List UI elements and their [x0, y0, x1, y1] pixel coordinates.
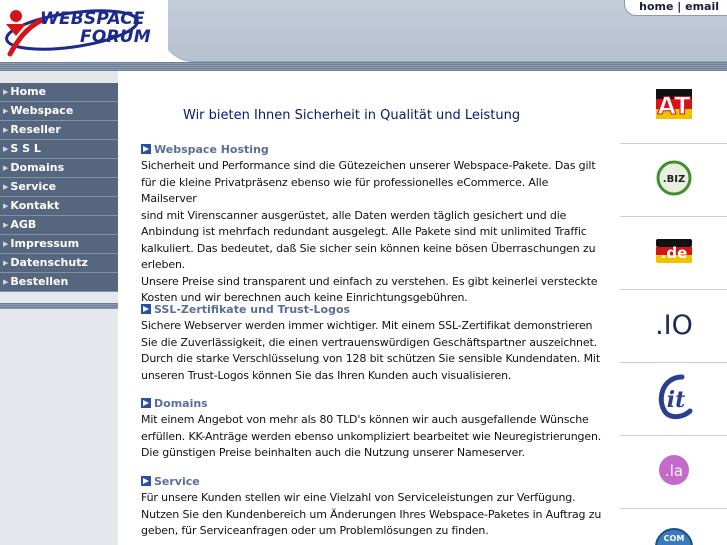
section-line: für die kleine Privatpräsenz ebenso wie für professionelles eCommerce. Alle Mailserver	[141, 175, 549, 205]
nav-item-service[interactable]	[0, 178, 118, 197]
top-links-separator: |	[673, 0, 686, 13]
nav-item-label: Domains	[10, 161, 65, 174]
nav-item-label: Bestellen	[10, 275, 69, 288]
main-content	[118, 71, 618, 545]
la-logo-icon	[654, 450, 694, 494]
arrow-box-icon	[141, 398, 151, 408]
email-link[interactable]: email	[685, 0, 719, 13]
nav-item-agb[interactable]	[0, 216, 118, 235]
section-line: geben, für Serviceanfragen oder um Problemlösungen zu finden.	[141, 524, 489, 537]
section-body	[141, 158, 606, 307]
ad-text: .la	[664, 462, 683, 480]
nav-item-label: Webspace	[10, 104, 74, 117]
ad-it-domain[interactable]	[620, 363, 727, 436]
domain-ads-column	[620, 71, 727, 545]
section-service	[141, 474, 606, 540]
arrow-right-icon: ▶	[3, 126, 9, 134]
arrow-right-icon: ▶	[3, 202, 9, 210]
page-title: Wir bieten Ihnen Sicherheit in Qualität und Leistung	[183, 108, 521, 123]
section-heading[interactable]	[141, 302, 606, 318]
arrow-right-icon: ▶	[3, 240, 9, 248]
ad-la-domain[interactable]	[620, 436, 727, 509]
section-line: Unsere Preise sind transparent und einfach zu verstehen. Es gibt keinerlei versteckte	[141, 274, 598, 288]
ad-text: .BIZ	[662, 174, 685, 185]
section-webspace-hosting	[141, 142, 606, 307]
nav-item-label: Reseller	[10, 123, 61, 136]
nav-item-webspace[interactable]	[0, 102, 118, 121]
arrow-box-icon	[141, 144, 151, 154]
logo-text-webspace: WEBSPACE	[40, 9, 145, 29]
sidebar	[0, 71, 118, 545]
arrow-right-icon: ▶	[3, 145, 9, 153]
section-body	[141, 318, 606, 384]
section-domains	[141, 396, 606, 462]
nav-item-ssl[interactable]	[0, 140, 118, 159]
arrow-right-icon: ▶	[3, 164, 9, 172]
ad-text: .de	[660, 244, 687, 262]
section-line: sind mit Virenscanner ausgerüstet, alle Daten werden täglich gesichert und die	[141, 208, 567, 222]
arrow-right-icon: ▶	[3, 259, 9, 267]
ad-biz-domain[interactable]	[620, 144, 727, 217]
ad-io-domain[interactable]	[620, 290, 727, 363]
nav-item-datenschutz[interactable]	[0, 254, 118, 273]
nav-item-label: Service	[10, 180, 57, 193]
nav-bottom-stripe	[0, 303, 118, 309]
section-heading-label: Webspace Hosting	[154, 143, 269, 156]
nav-item-label: Datenschutz	[10, 256, 88, 269]
com-globe-logo-icon	[654, 527, 694, 545]
ad-de-domain[interactable]	[620, 217, 727, 290]
section-body	[141, 490, 606, 540]
nav-item-home[interactable]	[0, 83, 118, 102]
section-line: Sicherheit und Performance sind die Gütezeichen unserer Webspace-Pakete. Das gilt	[141, 159, 596, 172]
header	[0, 0, 727, 62]
nav-item-reseller[interactable]	[0, 121, 118, 140]
section-heading[interactable]	[141, 474, 606, 490]
nav-item-label: S S L	[10, 142, 41, 155]
section-body	[141, 412, 606, 462]
section-line: Kosten und wir berechnen auch keine Einrichtungsgebühren.	[141, 291, 468, 304]
ad-text: COM	[663, 534, 685, 543]
section-line: Mit einem Angebot von mehr als 80 TLD's können wir auch ausgefallende Wünsche	[141, 413, 589, 426]
nav-item-label: Kontakt	[10, 199, 60, 212]
home-link[interactable]: home	[639, 0, 674, 13]
ad-text: it	[666, 387, 685, 413]
section-line: erleben.	[141, 258, 186, 271]
section-line: Für unsere Kunden stellen wir eine Vielzahl von Serviceleistungen zur Verfügung.	[141, 491, 576, 504]
arrow-right-icon: ▶	[3, 221, 9, 229]
section-heading-label: Service	[154, 475, 200, 488]
section-heading[interactable]	[141, 396, 606, 412]
section-line: Nutzen Sie den Kundenbereich um Änderungen Ihres Webspace-Paketes in Auftrag zu	[141, 507, 602, 521]
nav-menu	[0, 83, 118, 292]
arrow-right-icon: ▶	[3, 107, 9, 115]
nav-item-domains[interactable]	[0, 159, 118, 178]
logo-text-forum: FORUM	[80, 27, 151, 47]
section-ssl	[141, 302, 606, 384]
ad-text: AT	[656, 92, 691, 120]
top-links	[624, 0, 727, 16]
arrow-right-icon: ▶	[3, 278, 9, 286]
section-line: kalkuliert. Das bedeutet, daß Sie sicher sein können keine bösen Überraschungen zu	[141, 241, 596, 255]
io-logo-icon	[646, 306, 702, 346]
at-flag-logo-icon	[650, 83, 698, 131]
section-line: Sie die Zuverlässigkeit, die einen vertrauenswürdigen Geschäftspartner auszeichnet.	[141, 335, 598, 349]
nav-item-impressum[interactable]	[0, 235, 118, 254]
arrow-box-icon	[141, 304, 151, 314]
section-heading[interactable]	[141, 142, 606, 158]
header-stripe	[0, 62, 727, 71]
nav-item-kontakt[interactable]	[0, 197, 118, 216]
biz-logo-icon	[654, 158, 694, 202]
section-line: unseren Trust-Logos können Sie das Ihren Kunden auch visualisieren.	[141, 368, 512, 382]
nav-item-bestellen[interactable]	[0, 273, 118, 292]
arrow-box-icon	[141, 476, 151, 486]
section-heading-label: Domains	[154, 397, 208, 410]
ad-text: .IO	[654, 310, 693, 341]
nav-item-label: Home	[10, 85, 47, 98]
arrow-right-icon: ▶	[3, 88, 9, 96]
section-line: Anbindung ist mehrfach redundant ausgelegt. Alle Pakete sind mit unlimited Traffic	[141, 225, 587, 238]
section-heading-label: SSL-Zertifikate und Trust-Logos	[154, 303, 351, 316]
ad-at-domain[interactable]	[620, 71, 727, 144]
it-logo-icon	[652, 371, 696, 427]
arrow-right-icon: ▶	[3, 183, 9, 191]
section-line: Durch die starke Verschlüsselung von 128 bit schützen Sie sensible Kundendaten. Mit	[141, 352, 601, 365]
ad-com-domain[interactable]	[620, 509, 727, 545]
section-line: Die günstigen Preise beinhalten auch die Nutzung unserer Nameserver.	[141, 446, 525, 459]
section-line: erfüllen. KK-Anträge werden ebenso unkompliziert bearbeitet wie Neuregistrierungen.	[141, 429, 602, 443]
nav-item-label: Impressum	[10, 237, 80, 250]
logo[interactable]	[0, 0, 168, 62]
section-line: Sichere Webserver werden immer wichtiger. Mit einem SSL-Zertifikat demonstrieren	[141, 319, 593, 332]
de-flag-logo-icon	[652, 233, 696, 273]
nav-item-label: AGB	[10, 218, 37, 231]
